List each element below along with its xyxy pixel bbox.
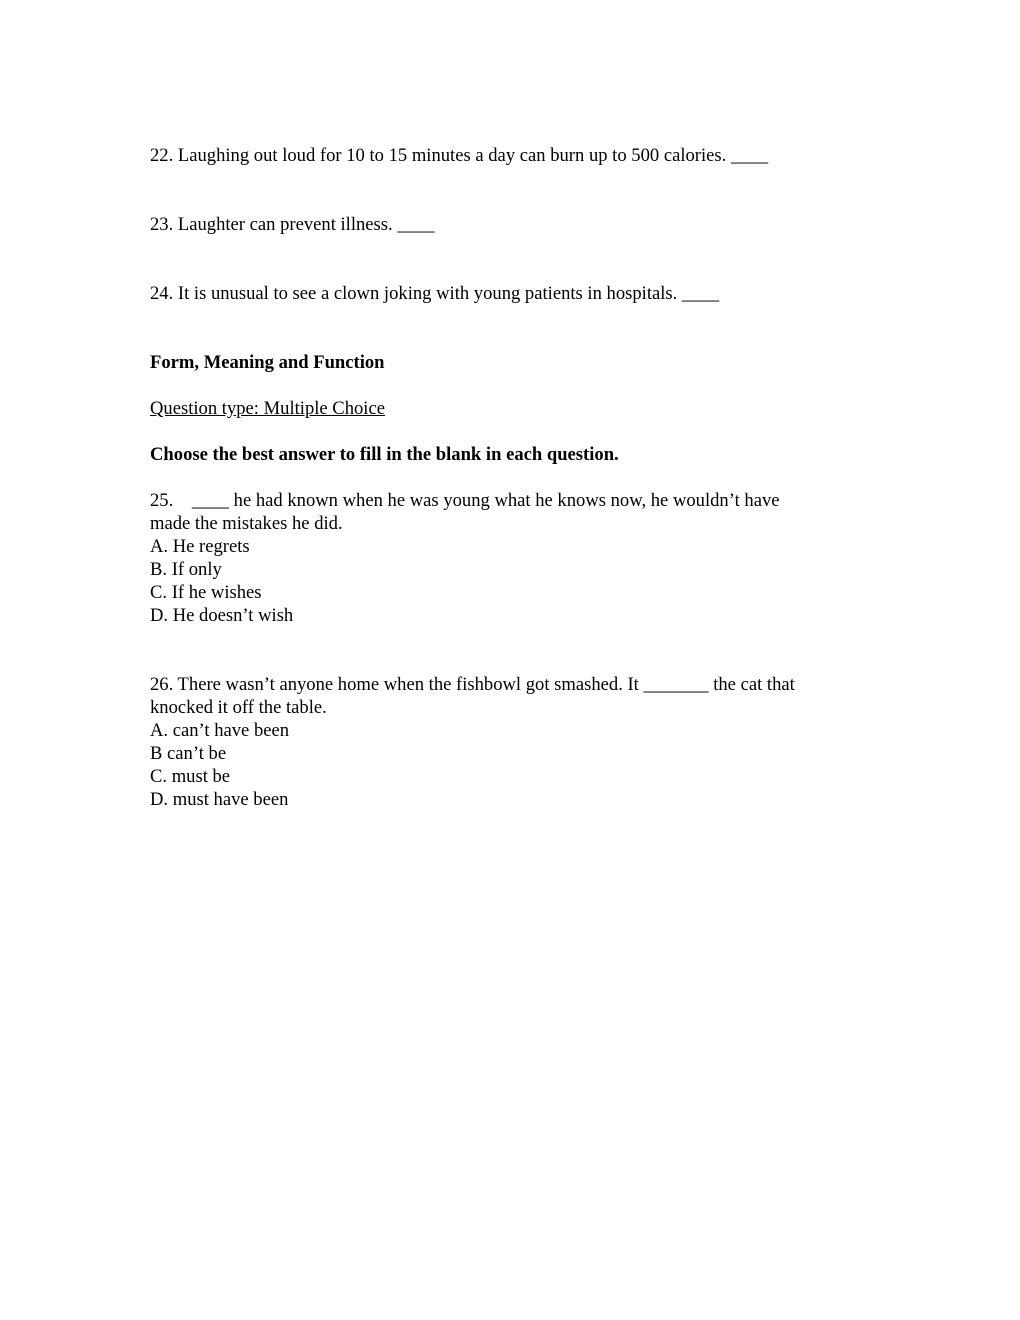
question-25-stem-line1: 25. ____ he had known when he was young what he knows now, he wouldn’t have [150,490,780,511]
question-26-option-c: C. must be [150,766,231,787]
question-22: 22. Laughing out loud for 10 to 15 minutes a day can burn up to 500 calories. ____ [150,145,769,166]
question-25-option-c: C. If he wishes [150,582,262,603]
instruction: Choose the best answer to fill in the blank in each question. [150,444,619,465]
question-26-stem-line2: knocked it off the table. [150,697,327,718]
question-26-option-b: B can’t be [150,743,227,764]
question-25-option-a: A. He regrets [150,536,250,557]
question-25-stem-line2: made the mistakes he did. [150,513,343,534]
question-26-option-a: A. can’t have been [150,720,290,741]
question-24: 24. It is unusual to see a clown joking with young patients in hospitals. ____ [150,283,720,304]
question-26-stem-line1: 26. There wasn’t anyone home when the fishbowl got smashed. It _______ the cat that [150,674,795,695]
question-25-option-d: D. He doesn’t wish [150,605,294,626]
section-title: Form, Meaning and Function [150,352,385,373]
question-type-label: Question type: Multiple Choice [150,398,385,419]
question-23: 23. Laughter can prevent illness. ____ [150,214,435,235]
question-25-option-b: B. If only [150,559,222,580]
question-26-option-d: D. must have been [150,789,289,810]
